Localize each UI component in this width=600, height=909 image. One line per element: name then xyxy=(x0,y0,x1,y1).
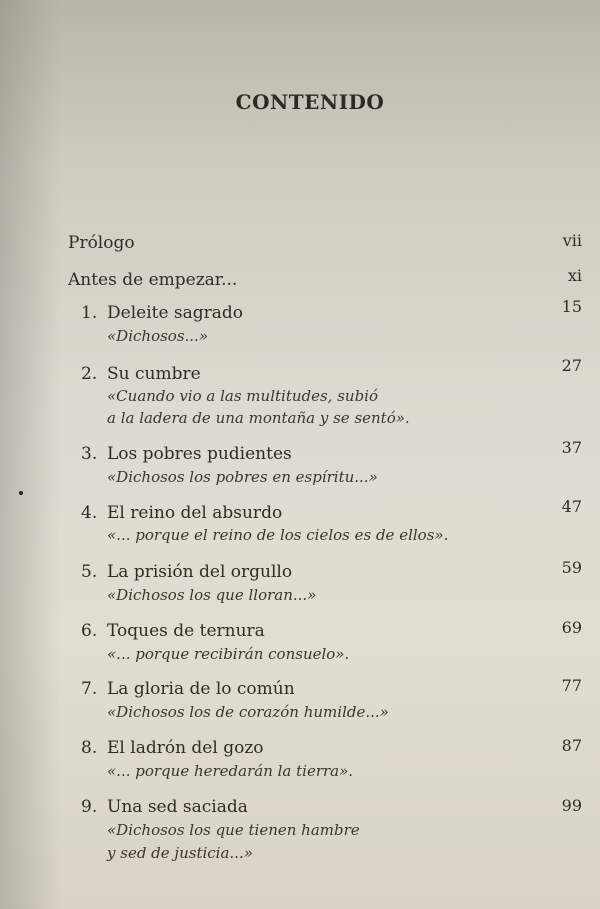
toc-page-number: 87 xyxy=(561,736,582,755)
chapter-quote: «... porque el reino de los cielos es de ellos». xyxy=(107,526,449,544)
chapter-quote: «Cuando vio a las multitudes, subió xyxy=(107,387,379,405)
chapter-title: La prisión del orgullo xyxy=(107,562,293,582)
chapter-quote: «Dichosos los que lloran...» xyxy=(107,586,317,604)
chapter-number: 2. xyxy=(81,364,98,384)
chapter-quote: «Dichosos los de corazón humilde...» xyxy=(107,703,389,721)
toc-entry-label: Prólogo xyxy=(68,233,135,253)
chapter-title: Toques de ternura xyxy=(107,621,265,641)
chapter-number: 1. xyxy=(81,303,98,323)
toc-page-number: 47 xyxy=(561,497,582,516)
chapter-number: 4. xyxy=(81,503,98,523)
chapter-number: 6. xyxy=(81,621,98,641)
chapter-number: 9. xyxy=(81,797,98,817)
chapter-title: Deleite sagrado xyxy=(107,303,244,323)
chapter-number: 3. xyxy=(81,444,98,464)
chapter-title: El ladrón del gozo xyxy=(107,738,264,758)
toc-page-number: 15 xyxy=(561,297,582,316)
toc-page-number: 69 xyxy=(561,618,582,637)
toc-page-number: 99 xyxy=(561,796,582,815)
toc-page-number: 27 xyxy=(561,356,582,375)
chapter-number: 5. xyxy=(81,562,98,582)
chapter-number: 7. xyxy=(81,679,98,699)
chapter-quote: «Dichosos...» xyxy=(107,327,209,345)
toc-page-number: vii xyxy=(562,231,582,250)
toc-page-number: 77 xyxy=(561,676,582,695)
chapter-title: Los pobres pudientes xyxy=(107,444,292,464)
chapter-number: 8. xyxy=(81,738,98,758)
toc-page-number: 59 xyxy=(561,558,582,577)
chapter-title: El reino del absurdo xyxy=(107,503,283,523)
chapter-title: Su cumbre xyxy=(107,364,201,384)
ink-speck xyxy=(19,491,23,495)
chapter-quote: «Dichosos los que tienen hambre xyxy=(107,821,360,839)
chapter-quote: «... porque heredarán la tierra». xyxy=(107,762,354,780)
toc-page-number: xi xyxy=(567,266,582,285)
chapter-title: Una sed saciada xyxy=(107,797,248,817)
toc-entry-label: Antes de empezar... xyxy=(68,270,238,290)
chapter-quote: a la ladera de una montaña y se sentó». xyxy=(107,409,410,427)
chapter-quote: «... porque recibirán consuelo». xyxy=(107,645,350,663)
chapter-quote: «Dichosos los pobres en espíritu...» xyxy=(107,468,378,486)
chapter-quote: y sed de justicia...» xyxy=(107,844,253,862)
toc-page-number: 37 xyxy=(561,438,582,457)
page-title: CONTENIDO xyxy=(235,90,385,114)
chapter-title: La gloria de lo común xyxy=(107,679,295,699)
